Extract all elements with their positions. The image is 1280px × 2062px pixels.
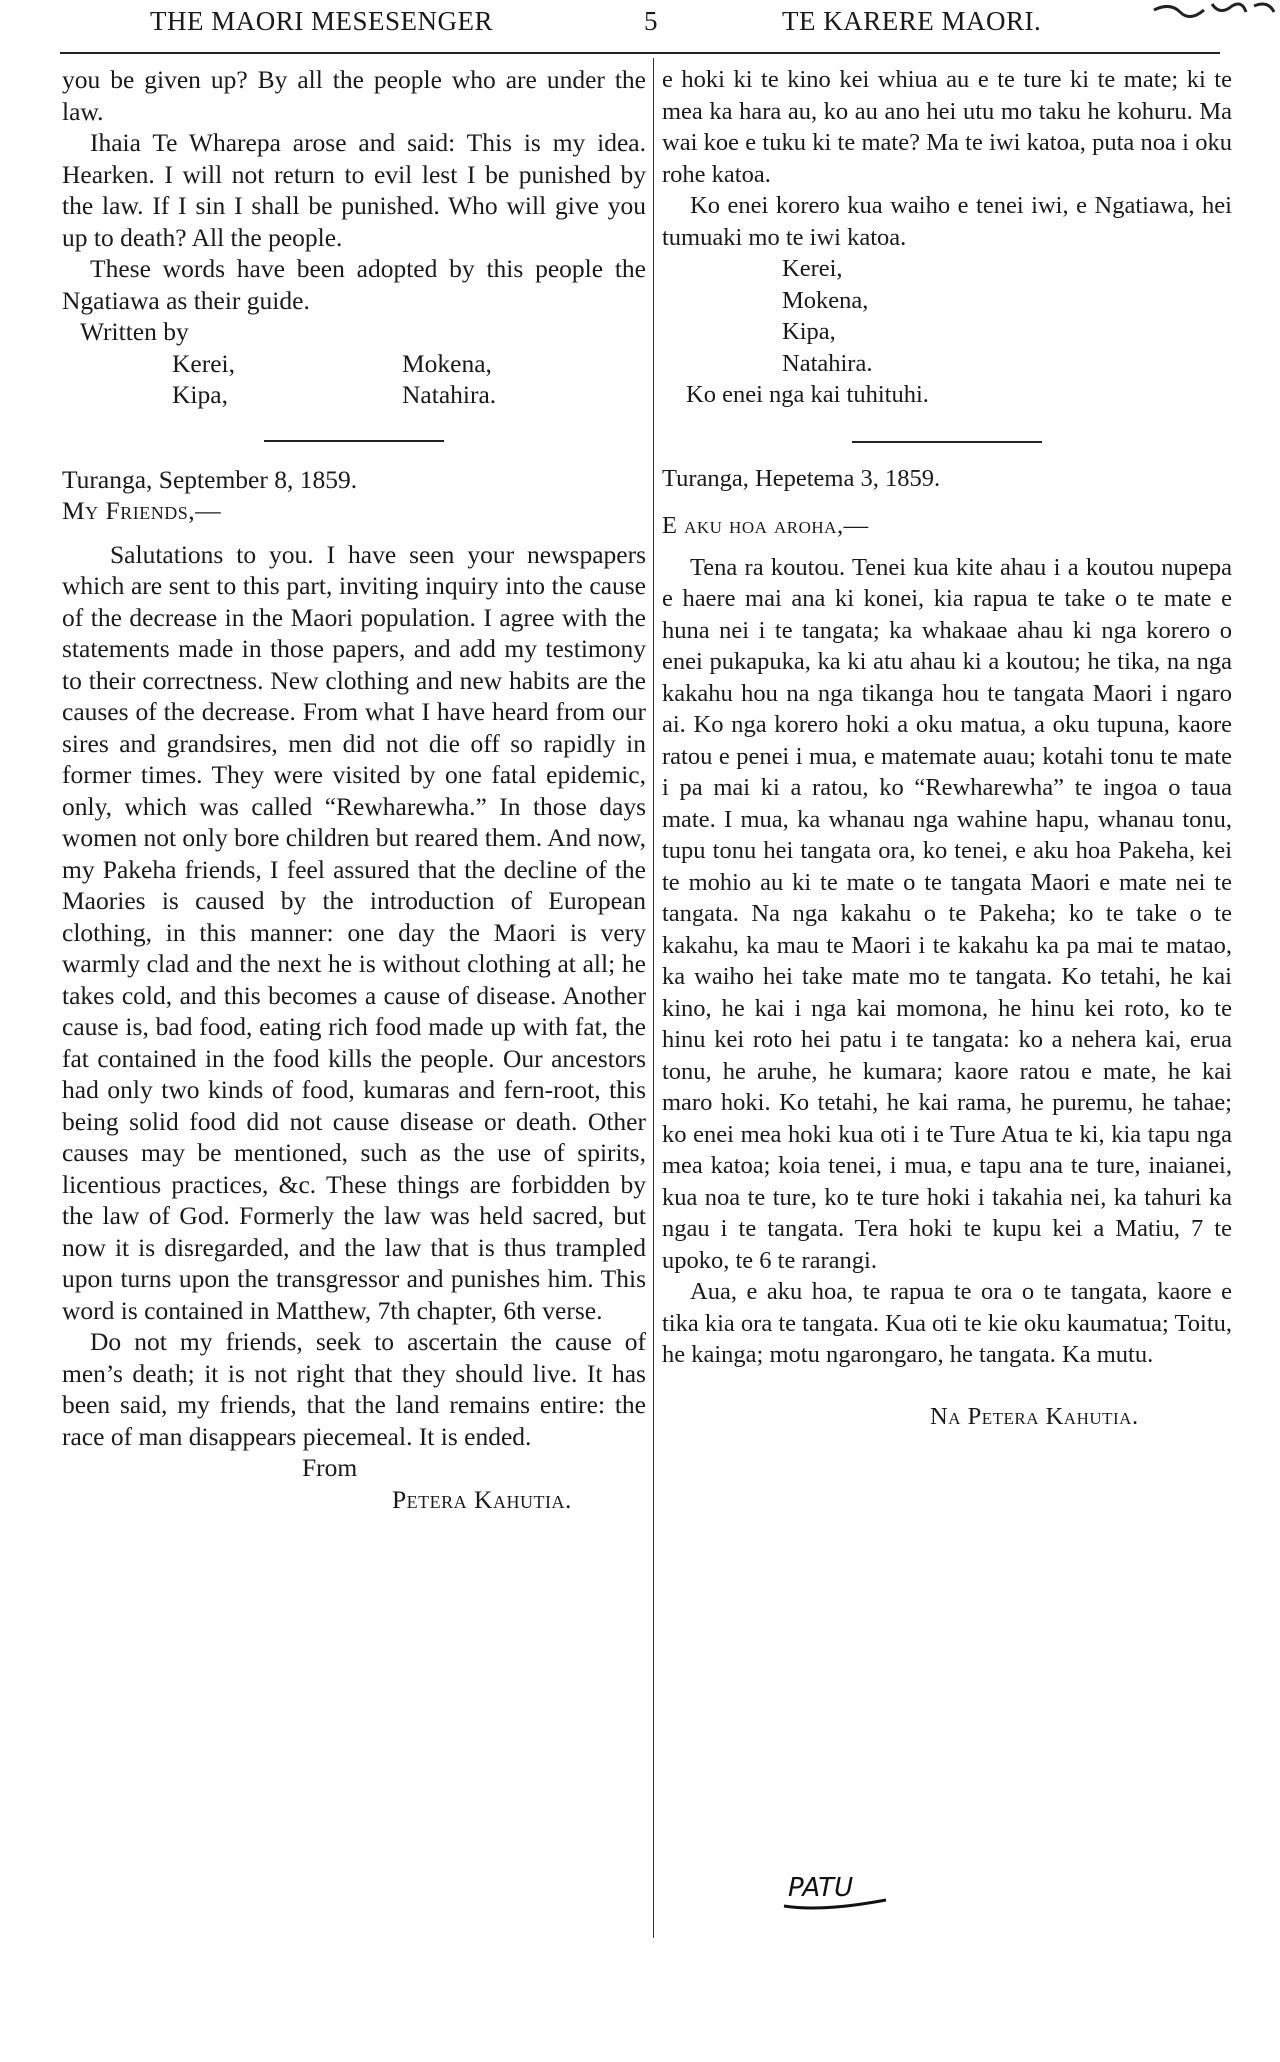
handwritten-annotation <box>782 1862 892 1914</box>
maori-paragraph: Ko enei korero kua waiho e tenei iwi, e Ngatiawa, hei tumuaki mo te iwi katoa. <box>662 192 1232 251</box>
signatory-name: Natahira. <box>402 379 497 409</box>
signatory-name: Kerei, <box>172 348 236 378</box>
column-divider <box>653 58 654 1938</box>
dateline: Turanga, Hepetema 3, 1859. <box>662 464 941 492</box>
signatory-name: Kipa, <box>172 379 228 409</box>
salutation: E aku hoa aroha,— <box>662 512 869 539</box>
english-column <box>62 64 646 1515</box>
signatory-name: Kipa, <box>782 318 836 345</box>
header-rule <box>60 52 1220 54</box>
dateline: Turanga, September 8, 1859. <box>62 464 358 494</box>
signers-line: Ko enei nga kai tuhituhi. <box>686 381 929 408</box>
handwritten-pato-text: PATU <box>788 1873 854 1903</box>
signatory-name: Kerei, <box>782 255 843 282</box>
signatories-row <box>62 348 646 379</box>
letter-paragraph: Do not my friends, seek to ascertain the cause of men’s death; it is not right that they should live. It has been said, my friends, that the land remains entire: the race of man disappears piecemeal. It is ended. <box>62 1327 646 1451</box>
letter-paragraph: Salutations to you. I have seen your newspapers which are sent to this part, inviting inquiry into the cause of the decrease in the Maori population. I agree with the statements made in those papers, and add my testimony to their correctness. New clothing and new habits are the causes of the decrease. From what I have heard from our sires and grandsires, men did not die off so rapidly in former times. They were visited by one fatal epidemic, only, which was called “Rewharewha.” In those days women not only bore children but reared them. And now, my Pakeha friends, I feel assured that the decline of the Maories is caused by the introduction of European clothing, in this manner: one day the Maori is very warmly clad and the next he is without clothing at all; he takes cold, and this becomes a cause of disease. Another cause is, bad food, eating rich food made up with fat, the fat contained in the food kills the people. Our ancestors had only two kinds of food, kumaras and fern-root, this being solid food did not cause disease or death. Other causes may be mentioned, such as the use of spirits, licentious practices, &c. These things are forbidden by the law of God. Formerly the law was held sacred, but now it is disregarded, and the law that is thus trampled upon turns upon the transgressor and punishes him. This word is contained in Matthew, 7th chapter, 6th verse. <box>62 539 646 1325</box>
masthead-maori: TE KARERE MAORI. <box>782 6 1042 36</box>
from-label: From <box>302 1453 358 1482</box>
letter-paragraph: Aua, e aku hoa, te rapua te ora o te tangata, kaore e tika kia ora te tangata. Kua oti te kie oku kaumatua; Toitu, he kainga; motu ngarongaro, he tangata. Ka mutu. <box>662 1278 1233 1368</box>
corner-scrawl-mark <box>1150 0 1280 30</box>
masthead-english: THE MAORI MESESENGER <box>150 6 494 36</box>
english-paragraph: These words have been adopted by this people the Ngatiawa as their guide. <box>62 254 646 315</box>
signatory-name: Natahira. <box>782 349 873 377</box>
signatory-name: Mokena, <box>782 286 869 314</box>
maori-column <box>662 64 1232 1432</box>
english-paragraph: Ihaia Te Wharepa arose and said: This is my idea. Hearken. I will not return to evil lest I be punished by the law. If I sin I shall be punished. Who will give you up to death? All the people. <box>62 128 646 252</box>
written-by-label: Written by <box>80 317 189 346</box>
letter-signature: Na Petera Kahutia. <box>930 1402 1139 1430</box>
maori-paragraph: e hoki ki te kino kei whiua au e te ture ki te mate; ki te mea ka hara au, ko au ano hei utu mo taku he kohuru. Ma wai koe e tuku ki te mate? Ma te iwi katoa, puta noa i oku rohe katoa. <box>662 66 1232 188</box>
salutation: My Friends,— <box>62 496 222 525</box>
english-paragraph: you be given up? By all the people who are under the law. <box>62 65 646 126</box>
page-number: 5 <box>644 6 658 36</box>
letter-signature: Petera Kahutia. <box>392 1484 572 1514</box>
letter-paragraph: Tena ra koutou. Tenei kua kite ahau i a koutou nupepa e haere mai ana ki konei, kia rapua te take o te mate e huna nei i te tangata; ka whakaae ahau ki nga korero o enei pukapuka, ka ki atu ahau ki a koutou; he tika, na nga kakahu hou na nga tikanga hou te tangata Maori i ngaro ai. Ko nga korero hoki a oku matua, a oku tupuna, kaore ratou e penei i mua, e matemate auau; kotahi tonu te mate i pa mai ki a ratou, ko “Rewharewha” te ingoa o taua mate. I mua, ka whanau nga wahine hapu, whanau tonu, tupu tonu hei tangata ora, ko tenei, e aku hoa Pakeha, kei te mohio au ki te mate o te tangata Maori e mate nei te tangata. Na nga kakahu o te Pakeha; ko te take o te kakahu, ka mau te Maori i te kakahu ka pa mai te matao, ka waiho hei take mate mo te tangata. Ko tetahi, he kai kino, he kai i nga kai momona, he hinu kei roto, ko te hinu kei roto hei patu i te tangata: ko a nehera kai, erua tonu, he aruhe, he kumara; kaore ratou e mate, he kai maro hoki. Ko tetahi, he kai rama, he puremu, he tahae; ko enei mea hoki kua oti i te Ture Atua te ki, kia tapu nga mea katoa; koia tenei, i mua, e tapu ana te ture, inaianei, kua noa te ture, ko te ture hoki i takahia nei, ka tahuri ka ngau i te tangata. Tera hoki te kupu kei a Matiu, 7 te upoko, te 6 te rarangi. <box>662 553 1232 1274</box>
signatories-row <box>62 379 646 410</box>
signatory-name: Mokena, <box>402 348 492 378</box>
